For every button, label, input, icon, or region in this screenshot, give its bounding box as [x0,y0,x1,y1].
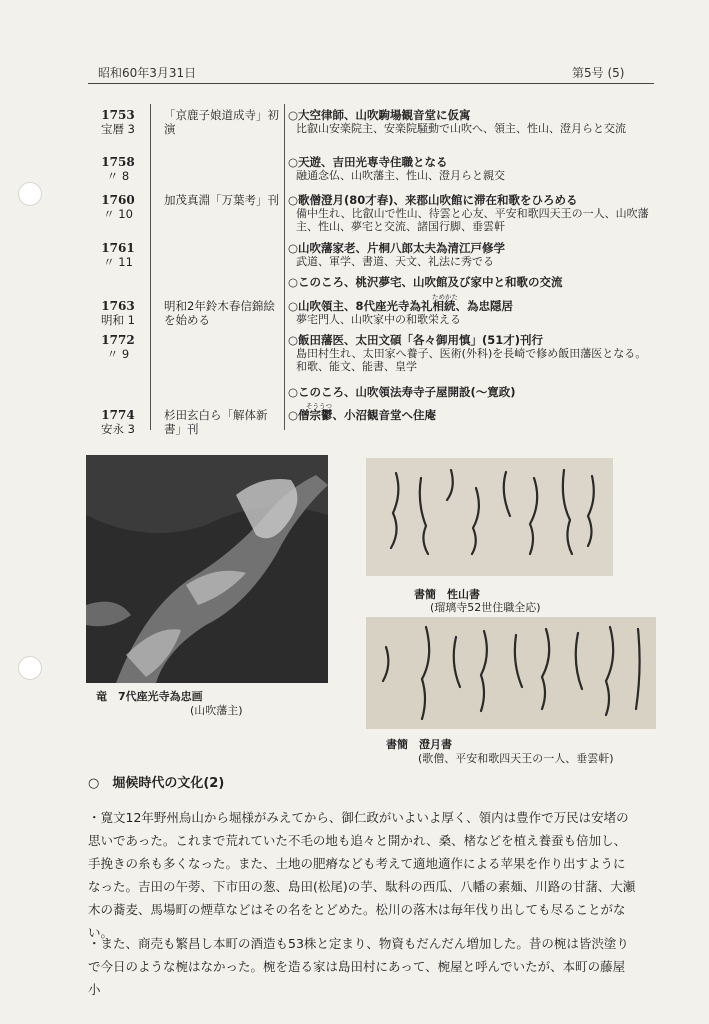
header-rule [88,83,654,84]
row-era: 〃 10 [103,207,133,221]
timeline-divider-right [284,104,285,430]
event-ruby: そううつ [306,402,332,410]
chogetsu-letter-image [366,617,656,729]
chogetsu-caption [386,738,452,751]
issue-number: 第5号 [572,66,604,80]
row-event: ○このころ、山吹領法寿寺子屋開設(〜寛政) [288,385,516,399]
row-era: 明和 1 [101,313,135,327]
dragon-painting-image [86,455,328,683]
chogetsu-caption-sub: (歌僧、平安和歌四天王の一人、垂雲軒) [418,752,614,765]
dragon-caption [96,690,203,703]
circle-bullet-icon: ○ [88,776,113,791]
row-era: 〃 9 [106,347,130,361]
shozan-letter-image [366,458,613,576]
row-culture: 「京鹿子娘道成寺」初演 [164,108,279,136]
row-detail: 融通念仏、山吹藩主、性山、澄月らと親交 [296,169,505,182]
chogetsu-caption-title: 書簡 澄月書 [386,738,452,751]
dragon-caption-sub: (山吹藩主) [190,704,243,717]
row-detail: 比叡山安楽院主、安楽院騒動で山吹へ、領主、性山、澄月らと交流 [296,122,626,135]
row-year: 1758 [101,155,135,169]
section-heading: ○ 堀候時代の文化(2) [88,776,225,791]
row-event: ○僧宗鬱、小沼観音堂へ住庵 [288,408,437,422]
header-issue [572,64,624,81]
row-event: ○天遊、吉田光専寺住職となる [288,155,448,169]
row-event: ○大空律師、山吹駒場観音堂に仮寓 [288,108,471,122]
page-number: (5) [607,66,625,80]
binder-hole-bottom [18,656,42,680]
row-event: ○山吹藩家老、片桐八郎太夫為清江戸修学 [288,241,506,255]
shozan-letter-photo [366,458,613,576]
row-event: ○歌僧澄月(80才春)、来郡山吹館に滞在和歌をひろめる [288,193,578,207]
row-year: 1772 [101,333,135,347]
row-era: 宝暦 3 [101,122,135,136]
row-culture: 加茂真淵「万葉考」刊 [164,193,279,207]
row-event: ○このころ、桃沢夢宅、山吹館及び家中と和歌の交流 [288,275,563,289]
event-ruby: ためかた [432,293,458,301]
body-paragraph-1: ・寛文12年野州烏山から堀様がみえてから、御仁政がいよいよ厚く、領内は豊作で万民は安堵の思いであった。これまで荒れていた不毛の地も追々と開かれ、桑、楮などを植え養蚕も倍加し、手挽きの糸も多くなった。また、土地の肥瘠なども考えて適地適作による苹果を作り出すようになった。吉田の午蒡、下市田の葱、島田(松尾)の芋、駄科の西瓜、八幡の素麺、川路の甘藷、大瀬木の蕎麦、馬場町の煙草などはその名をとどめた。松川の落木は毎年伐り出しても尽ることがない。 [88,810,636,940]
binder-hole-top [18,182,42,206]
row-year: 1774 [101,408,135,422]
header-date: 昭和60年3月31日 [98,66,197,80]
shozan-caption-sub: (瑠璃寺52世住職全応) [430,601,541,614]
row-detail: 夢宅門人、山吹家中の和歌栄える [296,313,461,326]
dragon-painting-photo [86,455,328,683]
body-paragraph-2: ・また、商売も繁昌し本町の酒造も53株と定まり、物資もだんだん増加した。昔の椀は皆渋塗りで今日のような椀はなかった。椀を造る家は島田村にあって、椀屋と呼んでいたが、本町の藤屋小 [88,936,629,997]
row-culture: 明和2年鈴木春信錦絵を始める [164,299,275,327]
row-year: 1763 [101,299,135,313]
row-era: 〃 11 [103,255,133,269]
row-year: 1760 [101,193,135,207]
row-era: 安永 3 [101,422,135,436]
row-year: 1761 [101,241,135,255]
row-event: ○山吹領主、8代座光寺為礼相続、為忠隠居 [288,299,514,313]
row-detail: 武道、軍学、書道、天文、礼法に秀でる [296,255,494,268]
row-era: 〃 8 [106,169,130,183]
row-detail: 島田村生れ、太田家へ養子、医術(外科)を長崎で修め飯田藩医となる。和歌、能文、能書、皇学 [296,347,647,373]
timeline-divider-left [150,104,151,430]
row-event: ○飯田藩医、太田文碩「各々御用慎」(51才)刊行 [288,333,544,347]
shozan-caption-title: 書簡 性山書 [414,588,480,601]
shozan-caption [414,588,480,601]
dragon-caption-title: 竜 7代座光寺為忠画 [96,690,203,703]
row-detail: 備中生れ、比叡山で性山、待雲と心友、平安和歌四天王の一人、山吹藩主、性山、夢宅と交流、諸国行脚、垂雲軒 [296,207,649,233]
row-year: 1753 [101,108,135,122]
chogetsu-letter-photo [366,617,656,729]
row-culture: 杉田玄白ら「解体新書」刊 [164,408,268,436]
